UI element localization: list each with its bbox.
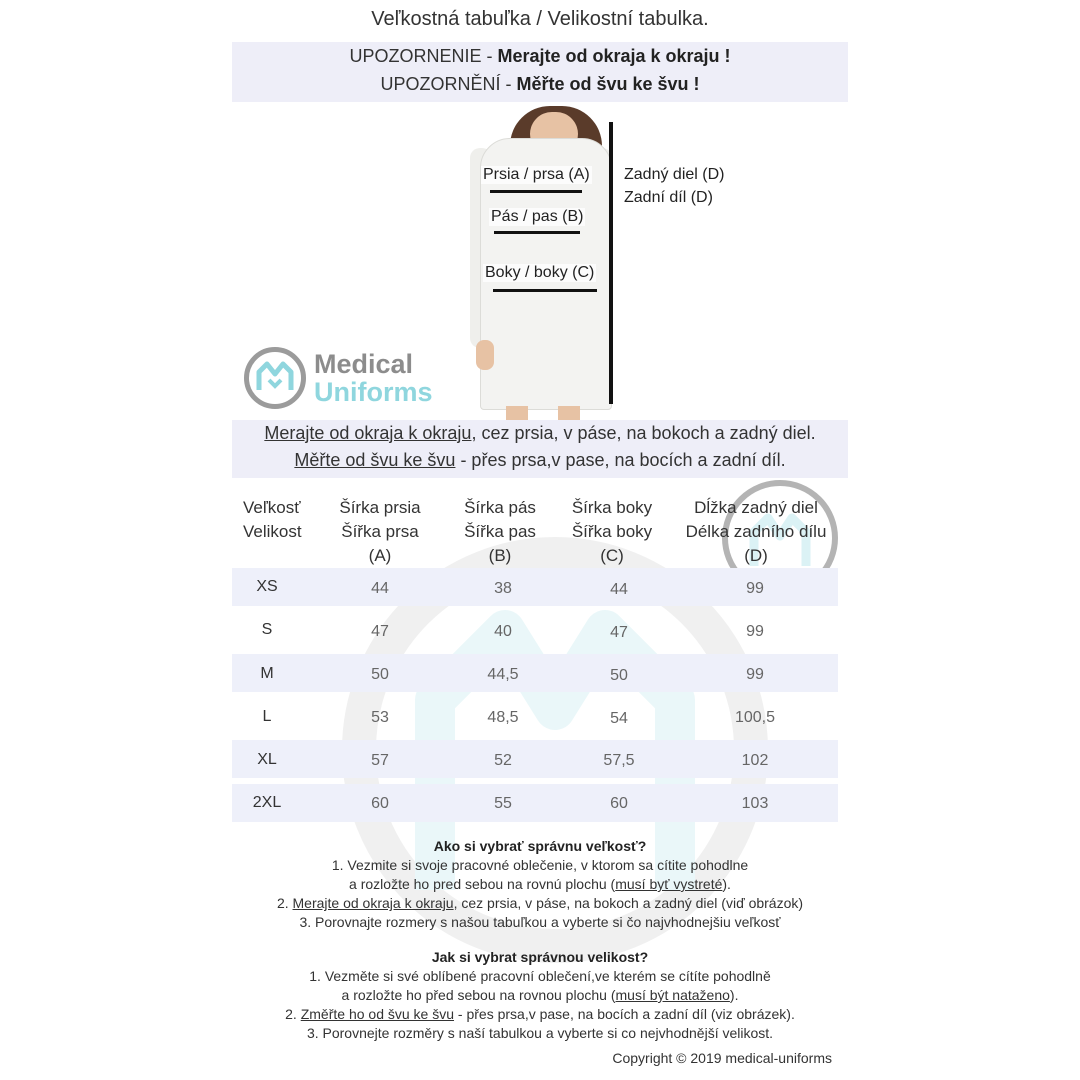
howto-sk-line2-b: ). bbox=[722, 876, 731, 892]
cell-chest: 60 bbox=[371, 795, 389, 812]
cell-chest: 57 bbox=[371, 752, 389, 769]
logo-text-uniforms: Uniforms bbox=[314, 377, 433, 407]
warning-banner bbox=[232, 42, 848, 102]
hips-line bbox=[493, 289, 597, 292]
howto-sk-section bbox=[232, 837, 848, 932]
howto-cz-section bbox=[232, 948, 848, 1043]
warning-line-cz bbox=[232, 70, 848, 98]
howto-cz-line2-a: a rozložte ho před sebou na rovnou plochu ( bbox=[341, 987, 616, 1003]
howto-sk-line2 bbox=[232, 875, 848, 894]
cell-waist: 40 bbox=[494, 623, 512, 640]
cell-waist: 52 bbox=[494, 752, 512, 769]
howto-cz-line3-underlined: Změřte ho od švu ke švu bbox=[300, 1006, 455, 1022]
figure-hand bbox=[476, 340, 494, 370]
header-chest-cz: Šířka prsa bbox=[341, 522, 419, 541]
measure-note-sk bbox=[232, 420, 848, 447]
cell-back: 99 bbox=[746, 666, 764, 683]
header-hips-cz: Šířka boky bbox=[571, 522, 653, 541]
measure-note-sk-underlined: Merajte od okraja k okraju bbox=[264, 423, 472, 443]
howto-sk-heading: Ako si vybrať správnu veľkosť? bbox=[433, 838, 647, 854]
cell-hips: 44 bbox=[610, 581, 628, 598]
howto-cz-line3-a: 2. bbox=[285, 1006, 301, 1022]
figure-leg-right bbox=[558, 406, 580, 420]
header-back-code: (D) bbox=[744, 546, 768, 565]
howto-sk-line3 bbox=[232, 894, 848, 913]
warning-prefix-cz: UPOZORNĚNÍ - bbox=[380, 74, 517, 94]
logo-m-icon bbox=[255, 360, 295, 396]
header-chest-sk: Šírka prsia bbox=[339, 498, 421, 517]
cell-hips: 50 bbox=[610, 667, 628, 684]
header-hips-sk: Šírka boky bbox=[571, 498, 653, 517]
howto-sk-line2-underlined: musí byť vystreté bbox=[615, 876, 723, 892]
cell-size: M bbox=[260, 665, 274, 682]
cell-hips: 54 bbox=[610, 710, 628, 727]
measure-note-cz-rest: - přes prsa,v pase, na bocích a zadní díl. bbox=[455, 450, 786, 470]
warning-line-sk bbox=[232, 42, 848, 70]
waist-label: Pás / pas (B) bbox=[491, 208, 584, 225]
header-size-cz: Velikost bbox=[243, 522, 302, 541]
header-back-length bbox=[674, 496, 838, 568]
howto-sk-line3-b: , cez prsia, v páse, na bokoch a zadný diel (viď obrázok) bbox=[453, 895, 804, 911]
cell-waist: 44,5 bbox=[487, 666, 519, 683]
header-back-cz: Délka zadního dílu bbox=[685, 522, 827, 541]
back-length-line bbox=[609, 122, 613, 404]
cell-hips: 60 bbox=[610, 795, 628, 812]
howto-cz-line2-underlined: musí být nataženo bbox=[615, 987, 730, 1003]
header-hips-code: (C) bbox=[600, 546, 624, 565]
cell-waist: 55 bbox=[494, 795, 512, 812]
howto-sk-line2-a: a rozložte ho pred sebou na rovnú plochu ( bbox=[349, 876, 616, 892]
cell-size: S bbox=[261, 621, 273, 638]
cell-back: 100,5 bbox=[734, 709, 776, 726]
figure-leg-left bbox=[506, 406, 528, 420]
header-size-sk: Veľkosť bbox=[243, 498, 301, 517]
header-chest-code: (A) bbox=[368, 546, 392, 565]
howto-cz-line1: 1. Vezměte si své oblíbené pracovní oblečení,ve kterém se cítíte pohodlně bbox=[309, 968, 771, 984]
logo-ring-icon bbox=[244, 347, 306, 409]
chest-line bbox=[490, 190, 582, 193]
howto-sk-line4: 3. Porovnajte rozmery s našou tabuľkou a vyberte si čo najvhodnejšiu veľkosť bbox=[299, 914, 781, 930]
warning-text-cz: Měřte od švu ke švu ! bbox=[516, 74, 700, 94]
waist-line bbox=[494, 231, 580, 234]
howto-cz-line4: 3. Porovnejte rozměry s naší tabulkou a vyberte si co nejvhodnější velikost. bbox=[306, 1025, 774, 1041]
brand-logo bbox=[244, 347, 464, 411]
cell-chest: 44 bbox=[371, 580, 389, 597]
howto-cz-line3-b: - přes prsa,v pase, na bocích a zadní díl (viz obrázek). bbox=[454, 1006, 795, 1022]
chest-label: Prsia / prsa (A) bbox=[483, 166, 590, 183]
cell-back: 102 bbox=[741, 752, 769, 769]
cell-chest: 53 bbox=[371, 709, 389, 726]
howto-sk-line3-underlined: Merajte od okraja k okraju bbox=[292, 895, 454, 911]
header-back-sk: Dĺžka zadný diel bbox=[694, 498, 818, 517]
warning-text-sk: Merajte od okraja k okraju ! bbox=[497, 46, 731, 66]
measure-note-sk-rest: , cez prsia, v páse, na bokoch a zadný diel. bbox=[471, 423, 816, 443]
cell-hips: 47 bbox=[610, 624, 628, 641]
header-chest bbox=[320, 496, 440, 568]
model-figure-image bbox=[470, 104, 620, 420]
back-label-cz: Zadní díl (D) bbox=[624, 189, 713, 206]
cell-size: 2XL bbox=[252, 794, 282, 811]
header-waist-sk: Šírka pás bbox=[464, 498, 536, 517]
back-label-sk: Zadný diel (D) bbox=[624, 166, 725, 183]
cell-waist: 38 bbox=[494, 580, 512, 597]
howto-cz-line2 bbox=[232, 986, 848, 1005]
warning-prefix-sk: UPOZORNENIE - bbox=[349, 46, 498, 66]
header-waist-cz: Šířka pas bbox=[464, 522, 536, 541]
header-waist bbox=[440, 496, 560, 568]
cell-back: 103 bbox=[741, 795, 769, 812]
header-hips bbox=[552, 496, 672, 568]
cell-size: XL bbox=[257, 751, 277, 768]
logo-text-medical: Medical bbox=[314, 349, 414, 379]
hips-label: Boky / boky (C) bbox=[485, 264, 595, 281]
cell-back: 99 bbox=[746, 623, 764, 640]
cell-waist: 48,5 bbox=[487, 709, 519, 726]
howto-sk-line3-a: 2. bbox=[276, 895, 293, 911]
copyright-text: Copyright © 2019 medical-uniforms bbox=[612, 1050, 832, 1066]
page-title: Veľkostná tabuľka / Velikostní tabulka. bbox=[371, 8, 709, 30]
measure-note-cz-underlined: Měřte od švu ke švu bbox=[294, 450, 456, 470]
howto-sk-line1: 1. Vezmite si svoje pracovné oblečenie, v ktorom sa cítite pohodlne bbox=[331, 857, 749, 873]
cell-size: L bbox=[262, 708, 272, 725]
header-waist-code: (B) bbox=[488, 546, 512, 565]
howto-cz-heading: Jak si vybrat správnou velikost? bbox=[431, 949, 649, 965]
header-size bbox=[243, 496, 302, 544]
howto-cz-line2-b: ). bbox=[729, 987, 739, 1003]
cell-size: XS bbox=[256, 578, 278, 595]
measure-instructions-banner bbox=[232, 420, 848, 478]
measure-note-cz bbox=[232, 447, 848, 474]
cell-hips: 57,5 bbox=[603, 752, 635, 769]
cell-chest: 50 bbox=[371, 666, 389, 683]
cell-back: 99 bbox=[746, 580, 764, 597]
cell-chest: 47 bbox=[371, 623, 389, 640]
howto-cz-line3 bbox=[232, 1005, 848, 1024]
